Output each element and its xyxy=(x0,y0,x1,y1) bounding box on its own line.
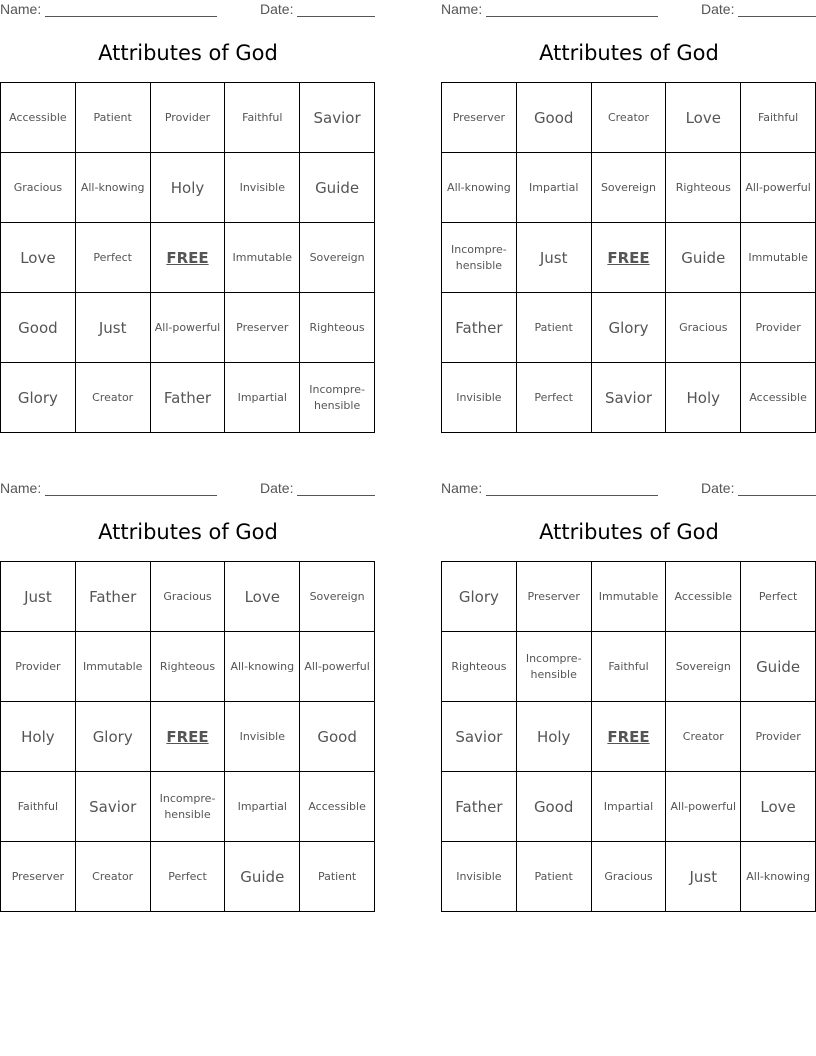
card-header xyxy=(0,1,376,21)
bingo-cell[interactable] xyxy=(300,223,375,293)
bingo-cell-label: Provider xyxy=(164,110,211,124)
bingo-cell[interactable] xyxy=(592,363,667,433)
bingo-cell[interactable] xyxy=(76,293,151,363)
bingo-cell[interactable] xyxy=(666,293,741,363)
bingo-cell[interactable] xyxy=(442,153,517,223)
bingo-cell[interactable] xyxy=(1,772,76,842)
bingo-cell[interactable] xyxy=(76,632,151,702)
bingo-cell[interactable] xyxy=(300,363,375,433)
bingo-cell-label: Creator xyxy=(682,729,724,743)
name-field[interactable] xyxy=(45,16,217,17)
bingo-cell[interactable] xyxy=(517,562,592,632)
date-label: Date: xyxy=(701,1,735,17)
bingo-cell[interactable] xyxy=(76,842,151,912)
bingo-cell-label: Guide xyxy=(315,178,360,197)
bingo-cell-label: Provider xyxy=(15,659,61,673)
bingo-cell[interactable] xyxy=(741,772,816,842)
bingo-grid xyxy=(0,82,375,433)
bingo-cell[interactable] xyxy=(225,702,300,772)
bingo-cell[interactable] xyxy=(517,83,592,153)
bingo-cell-label: Father xyxy=(455,318,503,337)
bingo-cell-label: Guide xyxy=(756,657,801,676)
bingo-cell-label: Righteous xyxy=(451,659,507,673)
bingo-cell[interactable] xyxy=(442,702,517,772)
bingo-cell-label: FREE xyxy=(166,727,209,746)
bingo-cell-label: All-knowing xyxy=(80,180,145,194)
bingo-cell[interactable] xyxy=(666,632,741,702)
bingo-cell-label: Accessible xyxy=(674,589,733,603)
bingo-cell-label: FREE xyxy=(166,248,209,267)
bingo-cell-label: Just xyxy=(539,248,568,267)
bingo-cell[interactable] xyxy=(1,702,76,772)
free-space[interactable] xyxy=(592,702,667,772)
name-field[interactable] xyxy=(486,495,658,496)
free-space[interactable] xyxy=(151,702,226,772)
bingo-card-3 xyxy=(0,479,376,919)
bingo-cell[interactable] xyxy=(1,562,76,632)
bingo-cell-label: Glory xyxy=(17,388,58,407)
bingo-cell-label: Accessible xyxy=(9,110,67,124)
bingo-cell[interactable] xyxy=(592,83,667,153)
bingo-cell[interactable] xyxy=(741,293,816,363)
bingo-cell-label: Incompre- hensible xyxy=(309,382,365,412)
bingo-cell-label: Immutable xyxy=(598,589,659,603)
bingo-cell[interactable] xyxy=(225,83,300,153)
bingo-cell-label: FREE xyxy=(607,727,650,746)
date-field[interactable] xyxy=(297,16,375,17)
bingo-cell[interactable] xyxy=(225,153,300,223)
bingo-cell-label: Just xyxy=(98,318,127,337)
bingo-cell-label: Savior xyxy=(89,797,137,816)
bingo-cell-label: Accessible xyxy=(749,390,807,404)
bingo-cell[interactable] xyxy=(300,562,375,632)
bingo-cell[interactable] xyxy=(225,223,300,293)
bingo-cell-label: Righteous xyxy=(159,659,216,673)
bingo-cell[interactable] xyxy=(592,293,667,363)
bingo-cell[interactable] xyxy=(1,83,76,153)
bingo-cell[interactable] xyxy=(225,293,300,363)
bingo-cell-label: Holy xyxy=(536,727,571,746)
bingo-cell[interactable] xyxy=(225,772,300,842)
bingo-cell-label: Good xyxy=(533,797,574,816)
bingo-cell-label: All-knowing xyxy=(447,180,511,194)
bingo-cell-label: All-powerful xyxy=(745,180,811,194)
bingo-cell-label: Incompre- hensible xyxy=(451,242,507,272)
name-field[interactable] xyxy=(486,16,658,17)
bingo-cell[interactable] xyxy=(517,702,592,772)
bingo-cell-label: Faithful xyxy=(757,110,799,124)
bingo-cell[interactable] xyxy=(442,223,517,293)
bingo-cell-label: All-powerful xyxy=(304,659,370,673)
bingo-cell[interactable] xyxy=(1,363,76,433)
bingo-cell-label: Perfect xyxy=(168,869,207,883)
bingo-cell-label: Righteous xyxy=(309,320,365,334)
date-label: Date: xyxy=(260,1,294,17)
bingo-cell[interactable] xyxy=(517,772,592,842)
bingo-grid xyxy=(441,82,816,433)
bingo-cell-label: Incompre- hensible xyxy=(525,651,582,681)
bingo-cell[interactable] xyxy=(225,842,300,912)
bingo-cell[interactable] xyxy=(666,153,741,223)
date-field[interactable] xyxy=(738,16,816,17)
bingo-cell-label: Preserver xyxy=(452,110,506,124)
bingo-cell-label: Just xyxy=(24,587,52,606)
card-header xyxy=(441,1,816,21)
bingo-cell-label: All-powerful xyxy=(670,799,737,813)
bingo-cell-label: Holy xyxy=(686,388,721,407)
bingo-cell-label: Creator xyxy=(92,869,134,883)
bingo-cell-label: Patient xyxy=(93,110,132,124)
bingo-cell[interactable] xyxy=(517,842,592,912)
bingo-cell-label: Righteous xyxy=(675,180,731,194)
bingo-cell[interactable] xyxy=(592,562,667,632)
bingo-cell-label: Provider xyxy=(755,729,801,743)
bingo-cell-label: Perfect xyxy=(758,589,798,603)
bingo-cell-label: Father xyxy=(163,388,212,407)
bingo-cell[interactable] xyxy=(300,702,375,772)
bingo-cell[interactable] xyxy=(300,153,375,223)
bingo-cell[interactable] xyxy=(76,83,151,153)
bingo-cell[interactable] xyxy=(1,293,76,363)
bingo-cell[interactable] xyxy=(666,842,741,912)
bingo-cell[interactable] xyxy=(76,153,151,223)
bingo-cell[interactable] xyxy=(442,363,517,433)
date-field[interactable] xyxy=(297,495,375,496)
bingo-card-2 xyxy=(441,0,816,440)
bingo-card-4 xyxy=(441,479,816,919)
bingo-cell[interactable] xyxy=(442,293,517,363)
bingo-cell-label: Sovereign xyxy=(309,589,365,603)
bingo-cell[interactable] xyxy=(666,562,741,632)
bingo-cell[interactable] xyxy=(517,293,592,363)
bingo-cell-label: Immutable xyxy=(82,659,143,673)
bingo-cell[interactable] xyxy=(1,223,76,293)
date-field[interactable] xyxy=(738,495,816,496)
bingo-cell-label: Impartial xyxy=(237,390,287,404)
name-label: Name: xyxy=(0,480,42,496)
bingo-cell[interactable] xyxy=(442,562,517,632)
bingo-cell-label: Savior xyxy=(313,108,361,127)
card-title: Attributes of God xyxy=(539,520,719,544)
bingo-cell-label: Immutable xyxy=(232,250,293,264)
bingo-cell[interactable] xyxy=(741,363,816,433)
bingo-cell[interactable] xyxy=(300,293,375,363)
bingo-cell[interactable] xyxy=(517,363,592,433)
bingo-cell-label: Invisible xyxy=(456,390,502,404)
card-title: Attributes of God xyxy=(98,520,278,544)
name-label: Name: xyxy=(441,1,483,17)
bingo-cell[interactable] xyxy=(517,153,592,223)
date-label: Date: xyxy=(701,480,735,496)
bingo-cell[interactable] xyxy=(300,83,375,153)
bingo-cell[interactable] xyxy=(1,842,76,912)
bingo-cell[interactable] xyxy=(741,223,816,293)
name-label: Name: xyxy=(441,480,483,496)
bingo-cell-label: Invisible xyxy=(239,729,285,743)
bingo-cell-label: Perfect xyxy=(534,390,573,404)
bingo-cell[interactable] xyxy=(225,363,300,433)
bingo-cell-label: Good xyxy=(317,727,357,746)
bingo-cell-label: Perfect xyxy=(93,250,132,264)
bingo-cell-label: Preserver xyxy=(527,589,580,603)
bingo-cell-label: Love xyxy=(20,248,56,267)
bingo-cell[interactable] xyxy=(592,842,667,912)
bingo-cell[interactable] xyxy=(76,363,151,433)
bingo-cell[interactable] xyxy=(76,223,151,293)
bingo-cell-label: Creator xyxy=(607,110,650,124)
bingo-cell[interactable] xyxy=(666,223,741,293)
bingo-cell[interactable] xyxy=(442,83,517,153)
bingo-cell-label: Just xyxy=(689,867,718,886)
bingo-grid xyxy=(441,561,816,912)
bingo-cell-label: Incompre- hensible xyxy=(159,791,216,821)
bingo-cell[interactable] xyxy=(151,153,226,223)
bingo-cell[interactable] xyxy=(442,842,517,912)
bingo-cell-label: Impartial xyxy=(603,799,654,813)
bingo-cell[interactable] xyxy=(666,702,741,772)
name-field[interactable] xyxy=(45,495,217,496)
bingo-cell[interactable] xyxy=(76,772,151,842)
bingo-cell[interactable] xyxy=(225,632,300,702)
bingo-cell-label: Good xyxy=(18,318,58,337)
bingo-cell-label: Savior xyxy=(604,388,653,407)
bingo-cell[interactable] xyxy=(666,363,741,433)
bingo-cell[interactable] xyxy=(151,842,226,912)
bingo-cell[interactable] xyxy=(741,83,816,153)
bingo-cell[interactable] xyxy=(741,632,816,702)
bingo-cell[interactable] xyxy=(517,223,592,293)
free-space[interactable] xyxy=(592,223,667,293)
bingo-cell-label: Provider xyxy=(755,320,801,334)
bingo-cell[interactable] xyxy=(666,83,741,153)
bingo-cell-label: Faithful xyxy=(242,110,283,124)
bingo-cell[interactable] xyxy=(592,153,667,223)
bingo-cell[interactable] xyxy=(300,772,375,842)
bingo-cell-label: Glory xyxy=(608,318,649,337)
bingo-cell-label: All-knowing xyxy=(230,659,295,673)
free-space[interactable] xyxy=(151,223,226,293)
bingo-cell[interactable] xyxy=(76,562,151,632)
bingo-cell-label: Accessible xyxy=(308,799,366,813)
bingo-cell[interactable] xyxy=(300,842,375,912)
bingo-cell[interactable] xyxy=(151,772,226,842)
card-title: Attributes of God xyxy=(98,41,278,65)
bingo-cell-label: Glory xyxy=(92,727,133,746)
bingo-cell-label: Patient xyxy=(317,869,357,883)
bingo-cell[interactable] xyxy=(592,632,667,702)
bingo-cell-label: Impartial xyxy=(529,180,579,194)
bingo-cell-label: Love xyxy=(760,797,796,816)
bingo-cell-label: Glory xyxy=(458,587,499,606)
bingo-cell-label: Gracious xyxy=(604,869,653,883)
bingo-cell-label: Patient xyxy=(534,869,573,883)
bingo-cell-label: Patient xyxy=(534,320,573,334)
bingo-cell-label: Preserver xyxy=(11,869,65,883)
card-header xyxy=(0,480,376,500)
bingo-cell[interactable] xyxy=(151,363,226,433)
bingo-cell-label: Holy xyxy=(170,178,205,197)
name-label: Name: xyxy=(0,1,42,17)
bingo-cell-label: Faithful xyxy=(17,799,59,813)
bingo-cell[interactable] xyxy=(151,83,226,153)
bingo-cell[interactable] xyxy=(442,632,517,702)
bingo-cell[interactable] xyxy=(741,562,816,632)
bingo-cell[interactable] xyxy=(151,293,226,363)
bingo-cell-label: Immutable xyxy=(748,250,808,264)
bingo-cell[interactable] xyxy=(741,153,816,223)
bingo-cell-label: Invisible xyxy=(239,180,285,194)
bingo-cell-label: Holy xyxy=(21,727,55,746)
bingo-cell-label: Savior xyxy=(455,727,503,746)
bingo-cell-label: Love xyxy=(244,587,280,606)
bingo-cell[interactable] xyxy=(300,632,375,702)
bingo-cell-label: Gracious xyxy=(13,180,63,194)
bingo-cell-label: Faithful xyxy=(608,659,649,673)
bingo-cell-label: Sovereign xyxy=(309,250,365,264)
bingo-cell[interactable] xyxy=(76,702,151,772)
bingo-cell-label: Preserver xyxy=(236,320,289,334)
bingo-cell-label: Invisible xyxy=(456,869,502,883)
bingo-cell-label: Guide xyxy=(681,248,726,267)
bingo-cell-label: Guide xyxy=(240,867,285,886)
bingo-cell-label: FREE xyxy=(607,248,650,267)
bingo-cell[interactable] xyxy=(666,772,741,842)
bingo-cell[interactable] xyxy=(442,772,517,842)
bingo-cell[interactable] xyxy=(225,562,300,632)
bingo-cell-label: Sovereign xyxy=(600,180,657,194)
bingo-cell[interactable] xyxy=(741,702,816,772)
card-title: Attributes of God xyxy=(539,41,719,65)
date-label: Date: xyxy=(260,480,294,496)
bingo-cell[interactable] xyxy=(517,632,592,702)
bingo-card-1 xyxy=(0,0,376,440)
bingo-cell[interactable] xyxy=(592,772,667,842)
bingo-cell-label: Father xyxy=(89,587,137,606)
bingo-cell-label: Gracious xyxy=(679,320,728,334)
bingo-cell-label: All-knowing xyxy=(746,869,810,883)
bingo-cell-label: Impartial xyxy=(237,799,287,813)
bingo-cell-label: Gracious xyxy=(163,589,212,603)
bingo-cell-label: All-powerful xyxy=(154,320,221,334)
bingo-cell[interactable] xyxy=(151,632,226,702)
bingo-grid xyxy=(0,561,375,912)
bingo-cell-label: Sovereign xyxy=(675,659,731,673)
card-header xyxy=(441,480,816,500)
bingo-cell[interactable] xyxy=(741,842,816,912)
bingo-cell-label: Father xyxy=(455,797,503,816)
bingo-cell[interactable] xyxy=(1,632,76,702)
bingo-cell[interactable] xyxy=(1,153,76,223)
bingo-cell-label: Creator xyxy=(92,390,134,404)
bingo-cell-label: Love xyxy=(685,108,721,127)
bingo-cell-label: Good xyxy=(533,108,574,127)
bingo-cell[interactable] xyxy=(151,562,226,632)
